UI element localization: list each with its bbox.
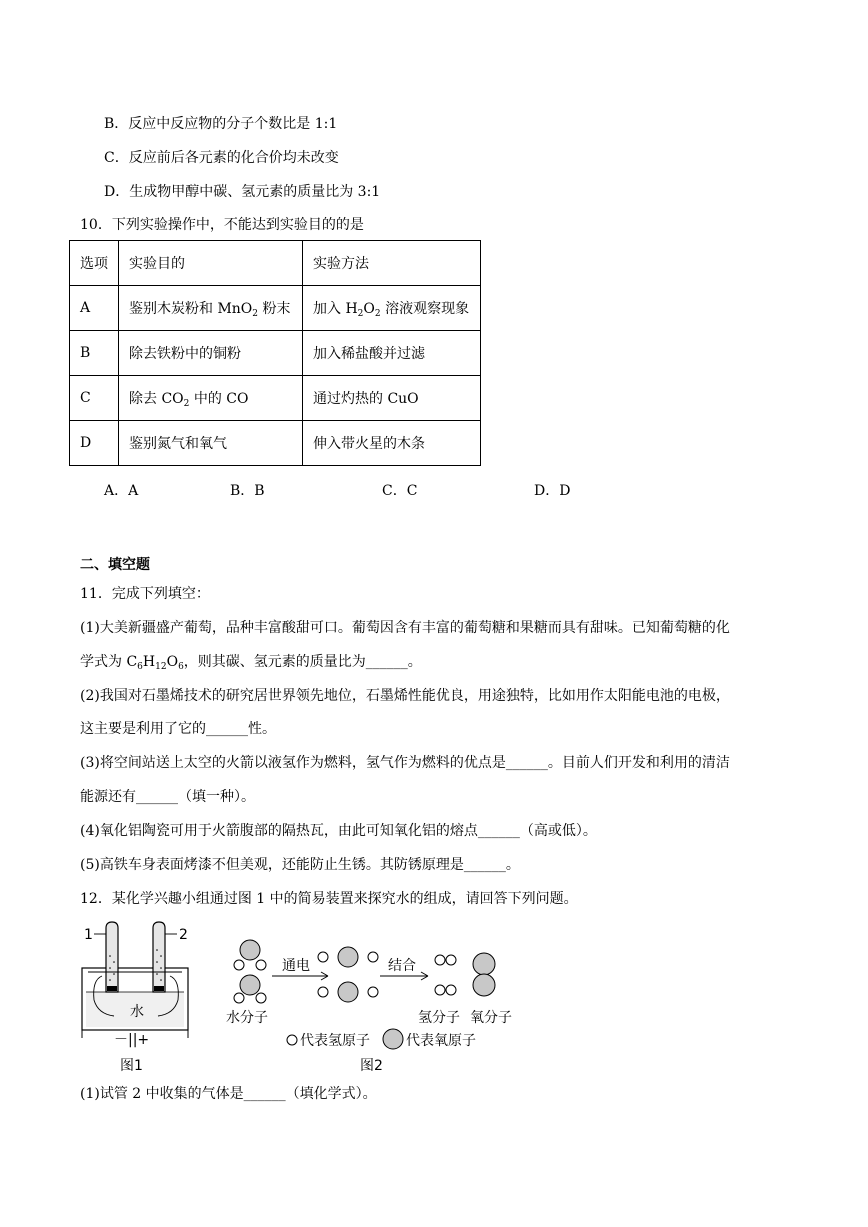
q9-option-c: C．反应前后各元素的化合价均未改变 xyxy=(104,150,339,166)
arrow-1-label: 通电 xyxy=(282,958,310,974)
water-molecule-bottom xyxy=(234,975,266,1003)
row-method: 通过灼热的 CuO xyxy=(303,376,481,421)
row-key: A xyxy=(70,286,119,331)
q9-option-d: D．生成物甲醇中碳、氢元素的质量比为 3:1 xyxy=(104,184,381,200)
legend-oxygen-icon xyxy=(383,1029,403,1049)
section-title: 二、填空题 xyxy=(80,557,150,573)
q11-part1-line1: (1)大美新疆盛产葡萄，品种丰富酸甜可口。葡萄因含有丰富的葡萄糖和果糖而具有甜味。已知葡萄糖的化 xyxy=(80,620,730,636)
table-row xyxy=(70,286,481,331)
row-purpose: 鉴别氮气和氧气 xyxy=(119,421,303,466)
row-method: 伸入带火星的木条 xyxy=(303,421,481,466)
row-method: 加入 $H_2O_2$ 溶液观察现象 xyxy=(303,286,481,331)
test-tube-1 xyxy=(106,922,118,992)
oxygen-atom xyxy=(338,947,358,967)
row-purpose: 鉴别木炭粉和 MnO$_2$ 粉末 xyxy=(119,286,303,331)
hydrogen-atom xyxy=(234,993,244,1003)
header-option: 选项 xyxy=(70,241,119,286)
legend-hydrogen-icon xyxy=(287,1035,297,1045)
q11-part4: (4)氧化铝陶瓷可用于火箭腹部的隔热瓦，由此可知氧化铝的熔点______（高或低）。 xyxy=(80,823,597,839)
row-method: 加入稀盐酸并过滤 xyxy=(303,331,481,376)
table-row xyxy=(70,331,481,376)
q11-part5: (5)高铁车身表面烤漆不但美观，还能防止生锈。其防锈原理是______。 xyxy=(80,857,520,873)
q10-choice-c: C．C xyxy=(382,483,418,499)
oxygen-molecule-label: 氧分子 xyxy=(470,1010,512,1026)
q11-part3-line2: 能源还有______（填一种）。 xyxy=(80,789,255,805)
legend-oxygen-label: 代表氧原子 xyxy=(406,1033,476,1049)
electrode-2 xyxy=(154,986,164,991)
q11-part3-line1: (3)将空间站送上太空的火箭以液氢作为燃料，氢气作为燃料的优点是______。目前人们开发和利用的清洁 xyxy=(80,755,730,771)
row-key: B xyxy=(70,331,119,376)
water-molecule-top xyxy=(234,940,266,970)
legend-hydrogen-label: 代表氢原子 xyxy=(300,1033,370,1049)
table-header-row xyxy=(70,241,481,286)
test-tube-2 xyxy=(153,922,165,992)
water-label: 水 xyxy=(130,1004,144,1020)
arrow-2-label: 结合 xyxy=(388,958,416,974)
q10-choice-a: A．A xyxy=(104,483,139,499)
water-molecule-label: 水分子 xyxy=(226,1010,268,1026)
figure-2-molecules xyxy=(222,930,532,1080)
row-key: C xyxy=(70,376,119,421)
hydrogen-atom xyxy=(256,993,266,1003)
q10-stem: 10．下列实验操作中，不能达到实验目的的是 xyxy=(80,217,364,233)
table-row xyxy=(70,376,481,421)
q10-choice-d: D．D xyxy=(534,483,571,499)
oxygen-atom xyxy=(473,974,495,996)
q10-table xyxy=(69,240,481,466)
hydrogen-atom xyxy=(446,985,456,995)
figure-1-electrolysis xyxy=(78,920,208,1075)
q11-part1-line2: 学式为 $C_6H_{12}O_6$，则其碳、氢元素的质量比为______。 xyxy=(80,654,422,672)
q12-stem: 12．某化学兴趣小组通过图 1 中的简易装置来探究水的组成，请回答下列问题。 xyxy=(80,891,578,907)
electrode-1 xyxy=(107,986,117,991)
hydrogen-atom xyxy=(435,955,445,965)
q11-part2-line2: 这主要是利用了它的______性。 xyxy=(80,721,276,737)
hydrogen-atom xyxy=(234,960,244,970)
hydrogen-atom xyxy=(446,955,456,965)
hydrogen-atom xyxy=(318,952,328,962)
oxygen-atom xyxy=(240,940,260,960)
oxygen-atom xyxy=(240,975,260,995)
hydrogen-atom xyxy=(368,952,378,962)
q11-stem: 11．完成下列填空： xyxy=(80,586,210,602)
hydrogen-atom xyxy=(256,960,266,970)
table-row xyxy=(70,421,481,466)
q11-part2-line1: (2)我国对石墨烯技术的研究居世界领先地位，石墨烯性能优良，用途独特，比如用作太阳能电池的电极， xyxy=(80,688,730,704)
q12-part1: (1)试管 2 中收集的气体是______（填化学式）。 xyxy=(80,1086,377,1102)
hydrogen-atom xyxy=(435,985,445,995)
hydrogen-molecule-label: 氢分子 xyxy=(418,1010,460,1026)
header-purpose: 实验目的 xyxy=(119,241,303,286)
figure-2-caption: 图2 xyxy=(360,1058,383,1074)
tube-2-label: 2 xyxy=(179,927,188,943)
battery-symbol: －||+ xyxy=(114,1032,150,1048)
row-purpose: 除去铁粉中的铜粉 xyxy=(119,331,303,376)
row-purpose: 除去 $CO_2$ 中的 CO xyxy=(119,376,303,421)
header-method: 实验方法 xyxy=(303,241,481,286)
oxygen-atom xyxy=(473,953,495,975)
q9-option-b: B．反应中反应物的分子个数比是 1:1 xyxy=(104,116,338,132)
row-key: D xyxy=(70,421,119,466)
q10-choice-b: B．B xyxy=(230,483,265,499)
hydrogen-atom xyxy=(368,987,378,997)
figure-1-caption: 图1 xyxy=(120,1058,143,1074)
tube-1-label: 1 xyxy=(84,927,93,943)
oxygen-atom xyxy=(338,982,358,1002)
hydrogen-atom xyxy=(318,987,328,997)
